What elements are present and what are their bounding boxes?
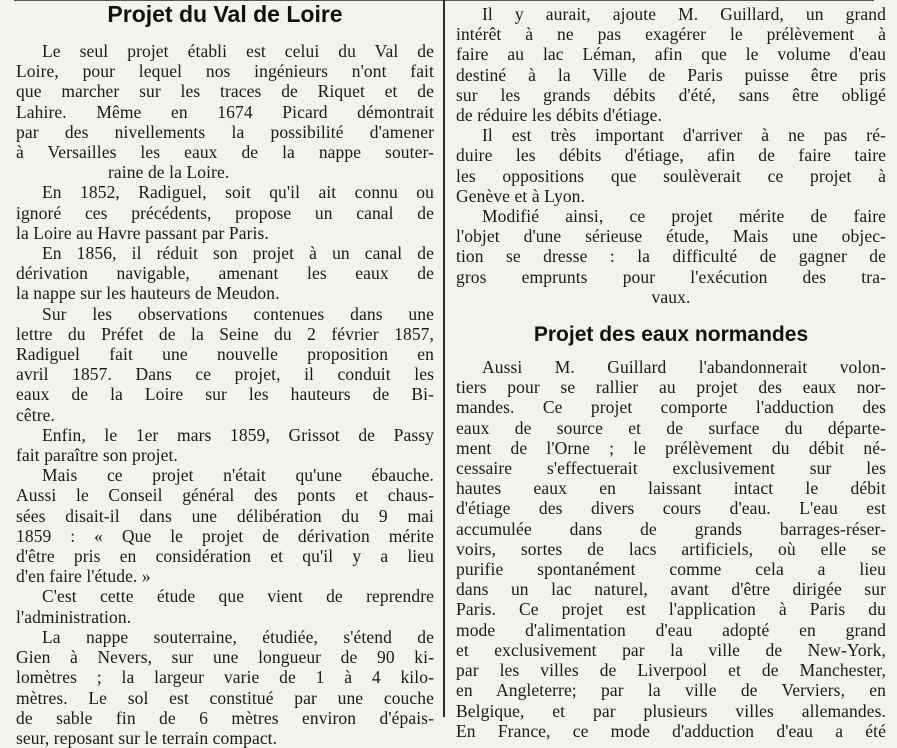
text-line: Aussi M. Guillard l'abandonnerait volon- — [482, 357, 886, 378]
text-line: Radiguel fait une nouvelle proposition en — [16, 344, 434, 365]
text-line: la nappe sur les hauteurs de Meudon. — [16, 283, 280, 304]
text-line: En 1856, il réduit son projet à un canal de — [42, 243, 434, 264]
text-line: et exclusivement par la ville de New-York, — [456, 639, 886, 660]
text-line: que marcher sur les traces de Riquet et de — [16, 81, 434, 102]
text-line: tion se dresse : la difficulté de gagner de — [456, 246, 886, 267]
text-line: 1859 : « Que le projet de dérivation mérite — [16, 525, 434, 546]
text-line: mètres. Le sol est constitué par une couche — [16, 687, 434, 708]
text-line: mode d'alimentation d'eau adopté en grand — [456, 619, 886, 640]
text-line: ment de l'Orne ; le prélèvement du débit né- — [456, 437, 886, 458]
text-line: dans un lac naturel, avant d'être dirigée sur — [456, 579, 886, 600]
right-column — [456, 0, 886, 741]
text-line: purifie spontanément comme cela a lieu — [456, 559, 886, 580]
text-line: gros emprunts pour l'exécution des tra- — [456, 266, 886, 287]
text-line: duire les débits d'étiage, afin de faire taire — [456, 145, 886, 166]
text-line: Il y aurait, ajoute M. Guillard, un grand — [482, 4, 886, 24]
text-line: la Loire au Havre passant par Paris. — [16, 222, 269, 243]
text-line: sées disait-il dans une délibération du 9 mai — [16, 505, 434, 526]
text-line: mandes. Ce projet comporte l'adduction des — [456, 397, 886, 418]
text-line: Il est très important d'arriver à ne pas ré- — [482, 125, 886, 146]
text-line: d'être pris en considération et qu'il y a lieu — [16, 546, 434, 567]
text-line: C'est cette étude que vient de reprendre — [42, 586, 434, 607]
text-line: hautes eaux en laissant intact le débit — [456, 478, 886, 499]
text-line: d'en faire l'étude. » — [16, 566, 151, 587]
text-line: Enfin, le 1er mars 1859, Grissot de Passy — [42, 424, 434, 445]
text-line: par des nivellements la possibilité d'amener — [16, 121, 434, 142]
text-line: Lahire. Même en 1674 Picard démontrait — [16, 101, 434, 122]
text-line: Loire, pour lequel nos ingénieurs n'ont fait — [16, 61, 434, 82]
right-article-text-bottom — [456, 357, 886, 741]
text-line: l'administration. — [16, 606, 132, 627]
text-line: sur les grands débits d'été, sans être obligé — [456, 84, 886, 105]
text-line: destiné à la Ville de Paris puisse être pris — [456, 64, 886, 85]
text-line: fait paraître son projet. — [16, 445, 178, 466]
text-line: les oppositions que soulèverait ce projet à — [456, 165, 886, 186]
text-line: En 1852, Radiguel, soit qu'il ait connu ou — [42, 182, 434, 203]
column-divider — [443, 0, 445, 717]
left-article-text — [16, 41, 434, 748]
text-line: Paris. Ce projet est l'application à Paris du — [456, 599, 886, 620]
text-line: vaux. — [651, 286, 691, 307]
text-line: avril 1857. Dans ce projet, il conduit les — [16, 364, 434, 385]
text-line: Modifié ainsi, ce projet mérite de faire — [482, 206, 886, 227]
text-line: faire au lac Léman, afin que le volume d'eau — [456, 44, 886, 65]
text-line: à Versailles les eaux de la nappe souter- — [16, 142, 434, 163]
text-line: Gien à Nevers, sur une longueur de 90 ki- — [16, 647, 434, 668]
text-line: dérivation navigable, amenant les eaux de — [16, 263, 434, 284]
text-line: par les villes de Liverpool et de Manchester, — [456, 660, 886, 681]
text-line: l'objet d'une sérieuse étude, Mais une objec- — [456, 226, 886, 247]
text-line: La nappe souterraine, étudiée, s'étend de — [42, 626, 434, 647]
right-article-text-top — [456, 0, 886, 307]
heading-eaux-normandes: Projet des eaux normandes — [533, 323, 809, 347]
text-line: accumulée dans de grands barrages-réser- — [456, 518, 886, 539]
text-line: Sur les observations contenues dans une — [42, 303, 434, 324]
text-line: d'étiage des divers cours d'eau. L'eau est — [456, 498, 886, 519]
text-line: en Angleterre; par la ville de Verviers, en — [456, 680, 886, 701]
text-line: de réduire les débits d'étiage. — [456, 105, 662, 126]
text-line: Genève et à Lyon. — [456, 185, 586, 206]
text-line: Belgique, et par plusieurs villes allemandes. — [456, 700, 886, 721]
text-line: eaux de la Loire sur les hauteurs de Bi- — [16, 384, 434, 405]
heading-val-de-loire: Projet du Val de Loire — [107, 1, 343, 27]
text-line: eaux de source et de surface du départe- — [456, 417, 886, 438]
text-line: lettre du Préfet de la Seine du 2 février 1857, — [16, 323, 434, 344]
text-line: En France, ce mode d'adduction d'eau a été — [456, 720, 886, 741]
text-line: ignoré ces précédents, propose un canal de — [16, 202, 434, 223]
left-column — [16, 0, 434, 748]
text-line: Le seul projet établi est celui du Val de — [42, 41, 434, 61]
text-line: seur, reposant sur le terrain compact. — [16, 727, 278, 748]
text-line: Mais ce projet n'était qu'une ébauche. — [42, 465, 434, 486]
text-line: cessaire s'effectuerait exclusivement sur les — [456, 458, 886, 479]
text-line: voirs, sortes de lacs artificiels, où elle se — [456, 538, 886, 559]
text-line: cêtre. — [16, 404, 55, 425]
text-line: de sable fin de 6 mètres environ d'épais- — [16, 707, 434, 728]
text-line: Aussi le Conseil général des ponts et chaus- — [16, 485, 434, 506]
text-line: tiers pour se rallier au projet des eaux nor- — [456, 377, 886, 398]
text-line: lomètres ; la largeur varie de 1 à 4 kilo- — [16, 667, 434, 688]
text-line: raine de la Loire. — [108, 162, 230, 183]
text-line: intérêt à ne pas exagérer le prélèvement à — [456, 24, 886, 45]
